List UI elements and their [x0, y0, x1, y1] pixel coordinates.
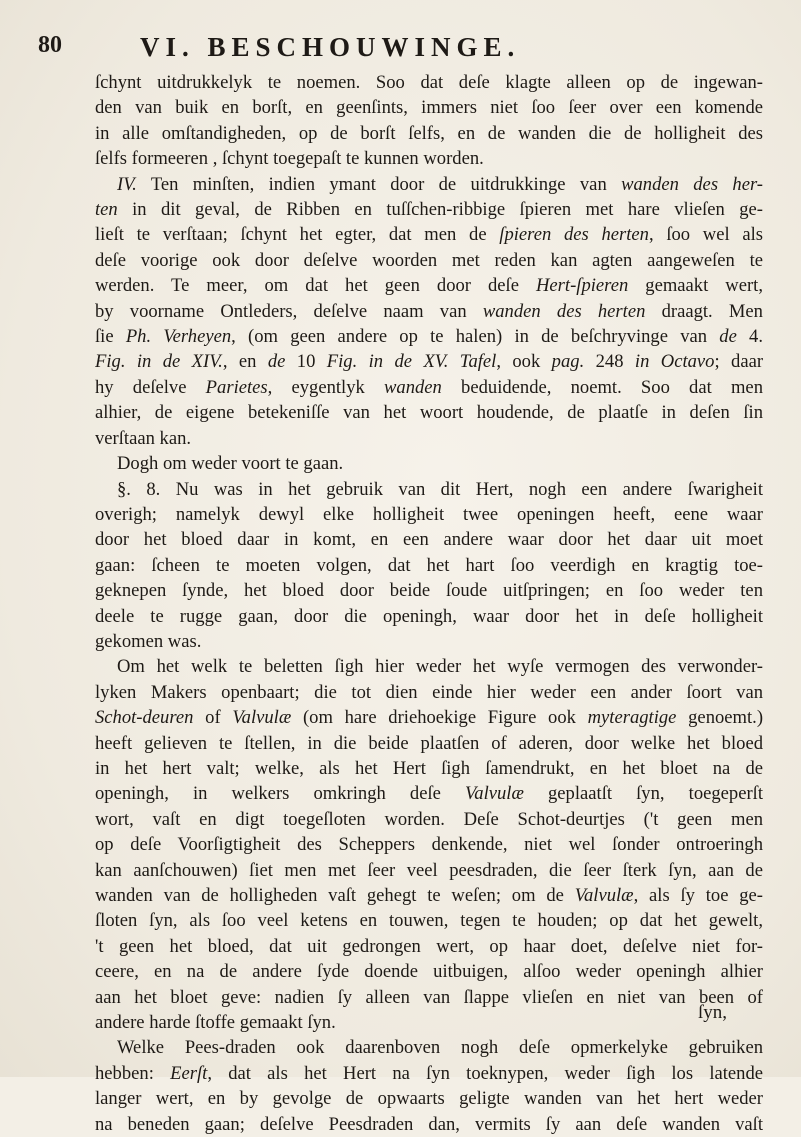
text-run: , ſoo wel als — [648, 224, 763, 246]
text-line — [95, 1061, 763, 1086]
text-run: na beneden gaan; deſelve Peesdraden dan, vermits ſy aan deſe wanden vaſt — [95, 1113, 763, 1135]
text-line — [95, 197, 763, 222]
text-run: langer wert, en by gevolge de opwaarts geligte wanden van het hert weder — [95, 1088, 763, 1110]
text-run: gaan: ſcheen te moeten volgen, dat het hart ſoo veerdigh en kragtig toe- — [95, 554, 763, 576]
text-run: genoemt.) — [676, 707, 763, 729]
text-run: wanden van de holligheden vaſt gehegt te weſen; om de — [95, 885, 575, 906]
section-title: VI. BESCHOUWINGE. — [140, 32, 521, 62]
italic-run: Fig. in de XIV. — [95, 351, 223, 373]
text-run: ſloten ſyn, als ſoo veel ketens en touwen, tegen te houden; op dat het gewelt, — [95, 910, 763, 932]
text-line — [95, 756, 763, 781]
text-line — [95, 1010, 763, 1035]
text-line — [95, 426, 763, 451]
text-line — [95, 680, 763, 705]
text-run: werden. Te meer, om dat het geen door deſe — [95, 275, 536, 297]
text-line — [95, 883, 763, 908]
text-run: of — [193, 707, 233, 729]
text-run: 't geen het bloed, dat uit gedrongen wert, op haar doet, deſelve niet for- — [95, 935, 763, 957]
italic-run: myteragtige — [587, 707, 677, 729]
text-run: openingh, in welkers omkringh deſe — [95, 783, 465, 805]
text-line — [95, 273, 763, 298]
running-head — [38, 32, 758, 68]
italic-run: Valvulæ — [232, 707, 292, 729]
text-run: §. 8. Nu was in het gebruik van dit Hert, nogh een andere ſwarigheit — [117, 478, 763, 500]
text-line — [95, 248, 763, 273]
italic-run: ſpieren des herten — [499, 224, 649, 246]
italic-run: in Octavo — [634, 351, 715, 373]
text-run: Om het welk te beletten ſigh hier weder het wyſe vermogen des verwonder- — [117, 656, 763, 678]
text-run: beduidende, noemt. Soo dat men — [441, 376, 763, 398]
italic-run: Valvulæ — [465, 783, 524, 805]
italic-run: de — [267, 351, 286, 373]
italic-run: Schot-deuren — [95, 707, 194, 729]
text-run: deſe voorige ook door deſelve woorden met reden kan agten aangeweſen te — [95, 249, 763, 271]
text-run: andere harde ſtoffe gemaakt ſyn. — [95, 1012, 336, 1034]
text-line — [95, 451, 763, 476]
text-line — [95, 858, 763, 883]
text-line — [95, 553, 763, 578]
text-line — [95, 222, 763, 247]
italic-run: wanden des her- — [621, 173, 763, 195]
text-run: aan het bloet geve: nadien ſy alleen van ſlappe vlieſen en niet van been of — [95, 986, 763, 1008]
text-line — [95, 731, 763, 756]
text-line — [95, 95, 763, 120]
text-run: lyken Makers openbaart; die tot dien einde hier weder een ander ſoort van — [95, 681, 763, 703]
text-run: , en — [222, 351, 268, 373]
text-line — [95, 1086, 763, 1111]
text-line — [95, 934, 763, 959]
italic-run: wanden des herten — [482, 300, 646, 322]
text-run: 248 — [584, 351, 635, 373]
text-line — [95, 604, 763, 629]
italic-run: Eerſt — [170, 1062, 208, 1084]
text-run: door het bloed daar in komt, en een andere waar door het daar uit moet — [95, 529, 763, 551]
text-run: gemaakt wert, — [628, 275, 763, 297]
text-run: , (om geen andere op te halen) in de beſchryvinge van — [231, 326, 720, 348]
text-run: wort, vaſt en digt toegeſloten worden. Deſe Schot-deurtjes ('t geen men — [95, 808, 763, 830]
text-run: heeft gelieven te ſtellen, in die beide plaatſen of aderen, door welke het bloed — [95, 732, 763, 754]
text-run: , eygentlyk — [267, 376, 385, 398]
text-line — [95, 807, 763, 832]
italic-run: Ph. Verheyen — [125, 326, 232, 348]
text-line — [95, 121, 763, 146]
text-run: Dogh om weder voort te gaan. — [117, 453, 344, 475]
italic-run: de — [719, 326, 737, 348]
text-run: , ook — [496, 351, 552, 373]
text-run: overigh; namelyk dewyl elke holligheit twee openingen heeft, eene waar — [95, 503, 763, 525]
text-run: ; daar — [714, 351, 763, 373]
text-line — [95, 1035, 763, 1060]
text-run: Welke Pees-draden ook daarenboven nogh deſe opmerkelyke gebruiken — [117, 1037, 763, 1059]
catchword: ſyn, — [698, 1002, 728, 1023]
text-run: op deſe Voorſigtigheit des Scheppers denkende, niet wel ſonder ontroeringh — [95, 834, 763, 856]
text-line — [95, 578, 763, 603]
text-run: in het hert valt; welke, als het Hert ſigh ſamendrukt, en het bloet na de — [95, 757, 763, 779]
italic-run: Hert-ſpieren — [536, 275, 629, 297]
text-run: ſie — [95, 326, 126, 348]
text-run: (om hare driehoekige Figure ook — [291, 707, 588, 729]
text-run: verſtaan kan. — [95, 427, 192, 449]
text-run: den van buik en borſt, en geenſints, immers niet ſoo ſeer over een komende — [95, 97, 763, 119]
text-run: in alle omſtandigheden, op de borſt ſelfs, en de wanden die de holligheit des — [95, 122, 763, 144]
italic-run: Parietes — [205, 376, 268, 398]
text-line — [95, 832, 763, 857]
text-run: gekomen was. — [95, 630, 202, 652]
text-line — [95, 629, 763, 654]
text-line — [95, 908, 763, 933]
text-run: kan aanſchouwen) ſiet men met ſeer veel peesdraden, die ſeer ſterk ſyn, aan de — [95, 859, 763, 881]
italic-run: pag. — [551, 351, 585, 373]
italic-run: Valvulæ — [574, 885, 634, 906]
text-line — [95, 172, 763, 197]
text-line — [95, 654, 763, 679]
text-line — [95, 70, 763, 95]
italic-run: ten — [95, 199, 118, 221]
body-text — [95, 70, 763, 1137]
page-number: 80 — [38, 32, 62, 58]
text-run: draagt. Men — [645, 300, 763, 322]
text-line — [95, 705, 763, 730]
text-line — [95, 375, 763, 400]
text-line — [95, 985, 763, 1010]
text-line — [95, 324, 763, 349]
text-run: , als ſy toe ge- — [633, 885, 763, 906]
text-run: Ten minſten, indien ymant door de uitdrukkinge van — [136, 173, 622, 195]
text-run: hebben: — [95, 1062, 171, 1084]
text-line — [95, 400, 763, 425]
italic-run: wanden — [384, 376, 442, 398]
text-run: geknepen ſynde, het bloed door beide ſoude uitſpringen; en ſoo weder ten — [95, 580, 763, 602]
text-run: hy deſelve — [95, 376, 206, 398]
text-line — [95, 1112, 763, 1137]
text-run: ſelfs formeeren , ſchynt toegepaſt te kunnen worden. — [95, 148, 484, 170]
text-run: 10 — [285, 351, 327, 373]
text-line — [95, 349, 763, 374]
text-run: ſchynt uitdrukkelyk te noemen. Soo dat deſe klagte alleen op de ingewan- — [95, 72, 763, 93]
text-line — [95, 502, 763, 527]
italic-run: IV. — [117, 173, 137, 195]
text-run: lieſt te verſtaan; ſchynt het egter, dat men de — [95, 224, 500, 246]
italic-run: Fig. in de XV. Tafel — [326, 351, 497, 373]
text-run: in dit geval, de Ribben en tuſſchen-ribbige ſpieren met hare vlieſen ge- — [117, 199, 763, 221]
text-run: geplaatſt ſyn, toegeperſt — [523, 783, 763, 805]
text-run: 4. — [736, 326, 763, 348]
text-line — [95, 959, 763, 984]
text-line — [95, 146, 763, 171]
text-line — [95, 781, 763, 806]
text-run: , dat als het Hert na ſyn toeknypen, weder ſigh los latende — [207, 1062, 763, 1084]
text-run: ceere, en na de andere ſyde doende uitbuigen, alſoo weder openingh alhier — [95, 961, 763, 983]
text-line — [95, 527, 763, 552]
text-run: deele te rugge gaan, door die openingh, waar door het in deſe holligheit — [95, 605, 763, 627]
text-run: by voorname Ontleders, deſelve naam van — [95, 300, 483, 322]
text-run: alhier, de eigene betekeniſſe van het woort houdende, de plaatſe in deſen ſin — [95, 402, 763, 424]
text-line — [95, 477, 763, 502]
text-line — [95, 299, 763, 324]
